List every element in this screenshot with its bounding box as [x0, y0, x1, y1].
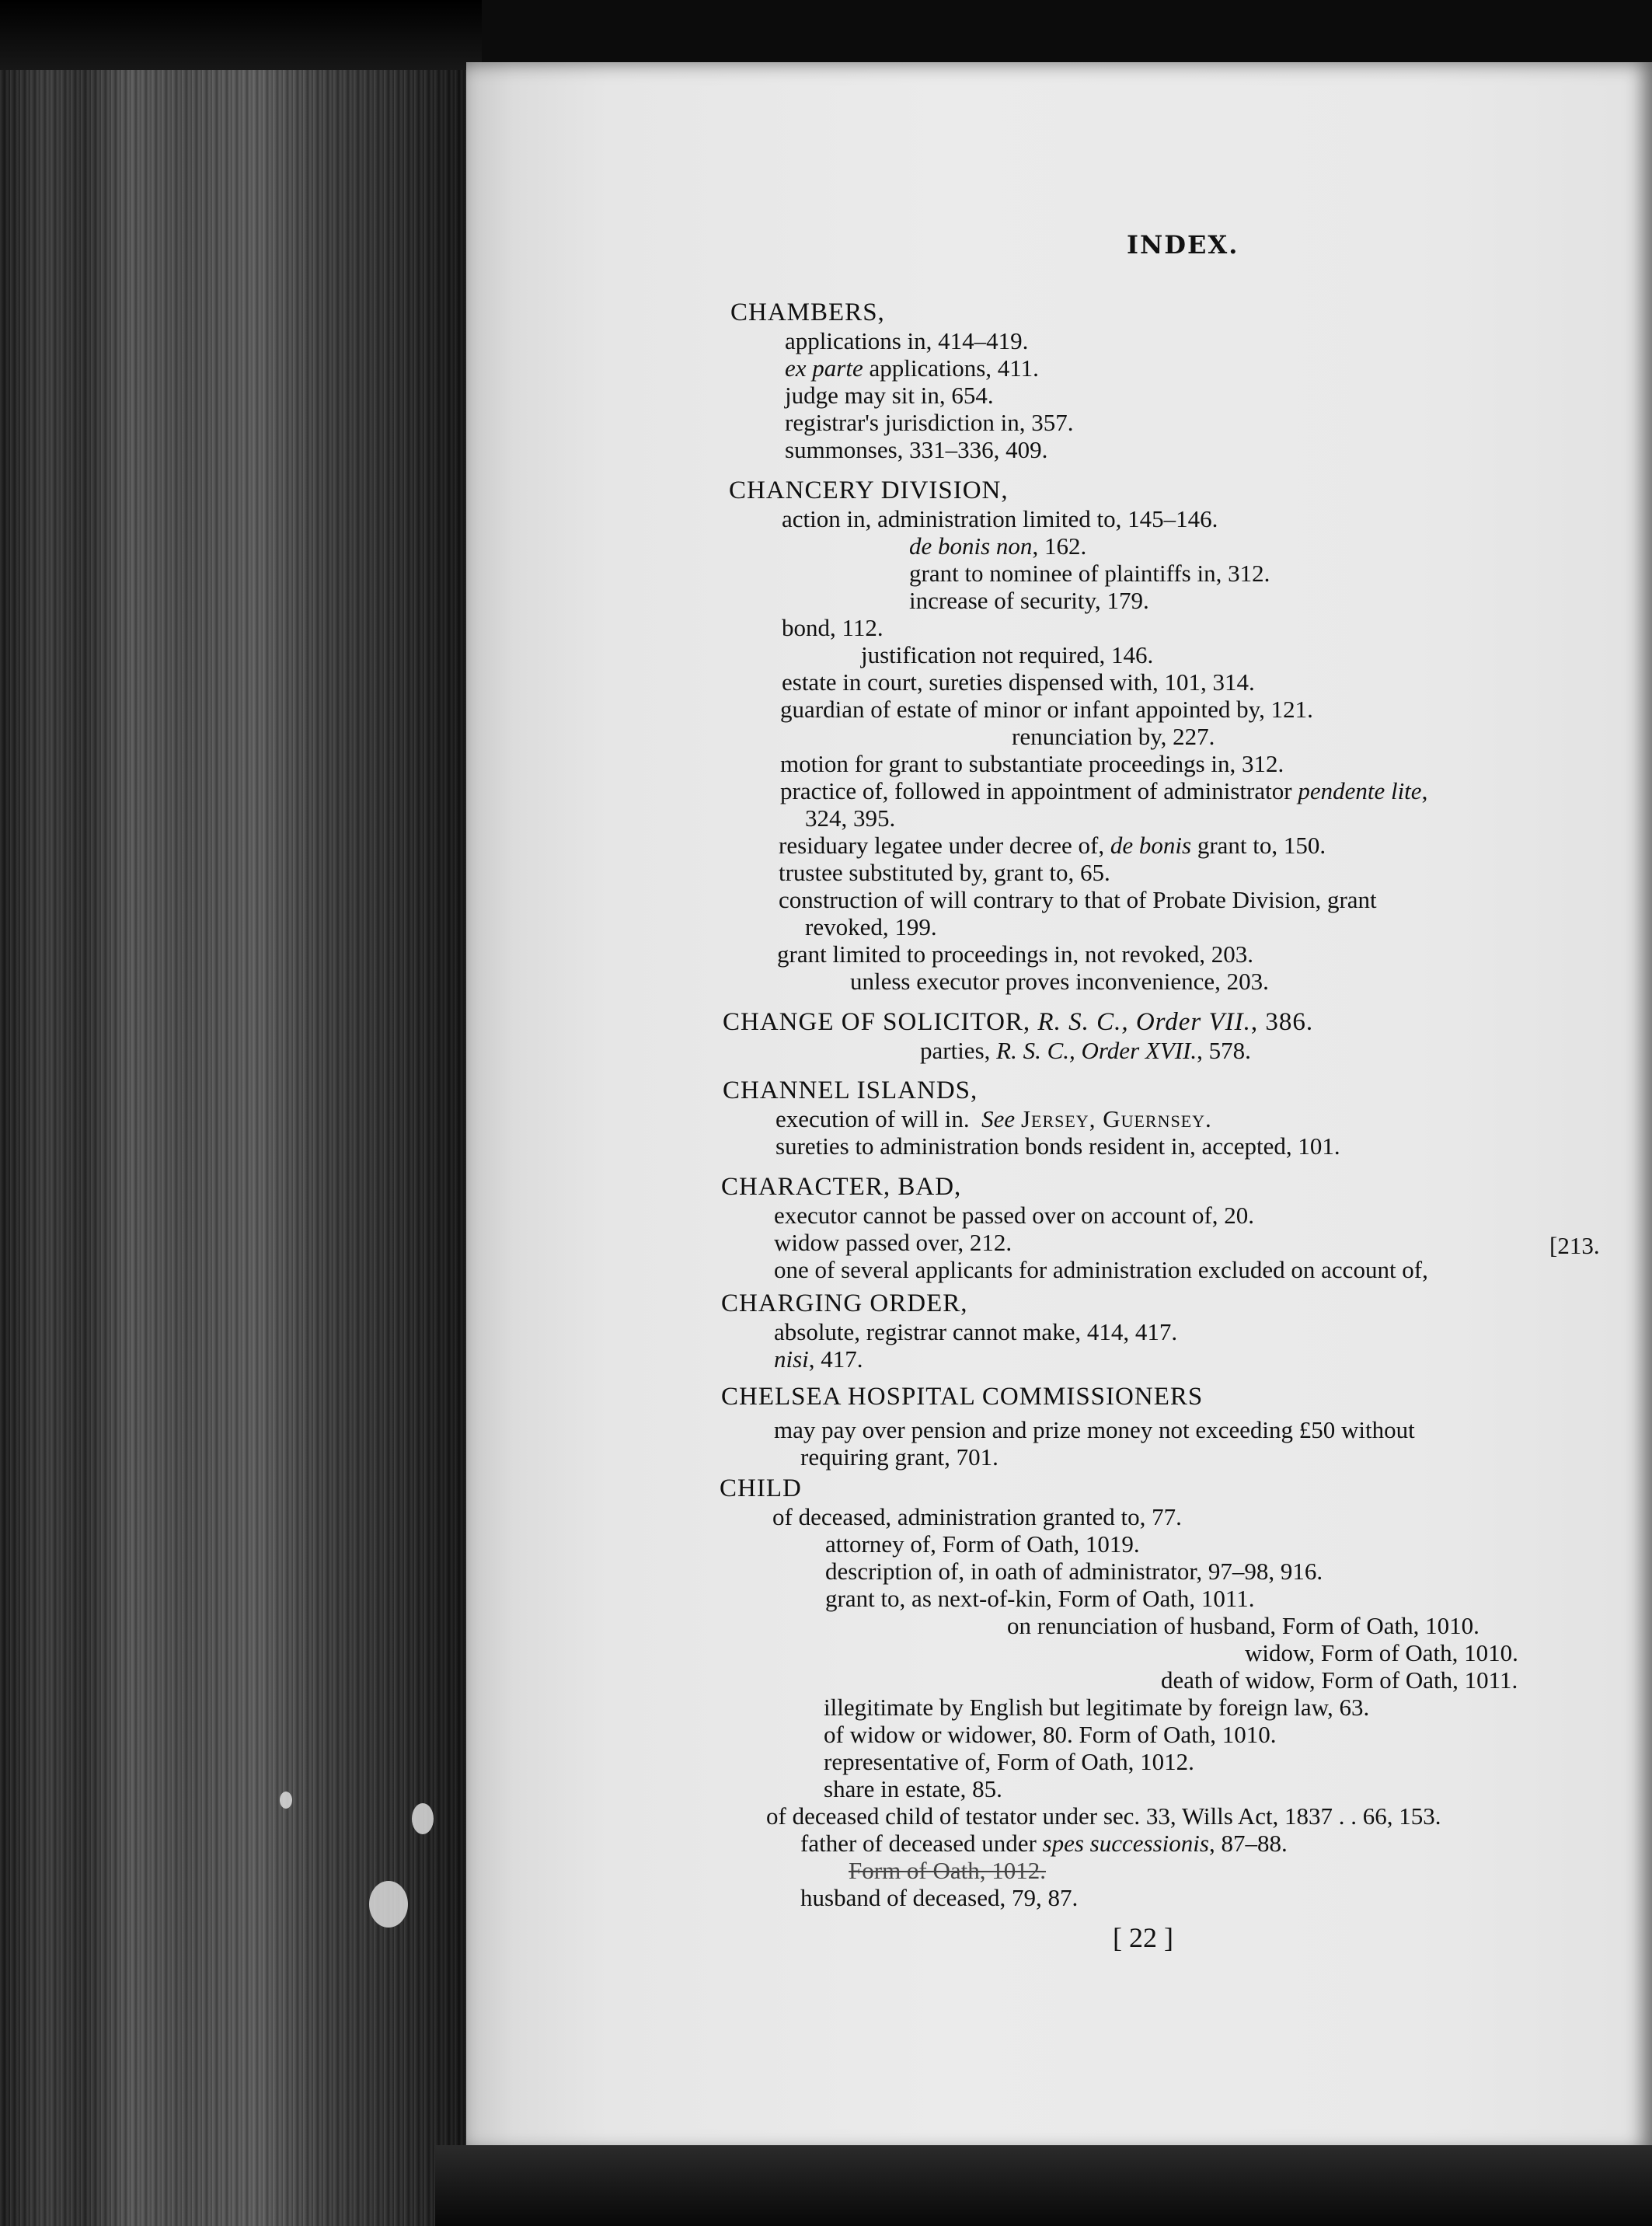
rules-reference: R. S. C., Order XVII.	[996, 1037, 1197, 1064]
index-subentry-text: parties,	[920, 1037, 991, 1064]
index-subentry: share in estate, 85.	[824, 1775, 1002, 1802]
index-subentry: justification not required, 146.	[861, 641, 1154, 668]
index-subentry-text: father of deceased under	[800, 1830, 1037, 1857]
index-subentry: action in, administration limited to, 145–146.	[782, 505, 1218, 532]
index-subentry	[775, 1106, 1212, 1132]
index-subentry: summonses, 331–336, 409.	[785, 436, 1048, 463]
index-subentry	[909, 533, 1086, 560]
latin-term: de bonis non	[909, 532, 1033, 560]
index-subentry: of widow or widower, 80. Form of Oath, 1010.	[824, 1721, 1277, 1748]
index-subentry: judge may sit in, 654.	[785, 382, 994, 409]
entry-heading-chancery-division: CHANCERY DIVISION,	[729, 476, 1009, 504]
index-subentry: may pay over pension and prize money not exceeding £50 without	[774, 1416, 1415, 1443]
index-subentry-text: , 417.	[808, 1345, 863, 1373]
index-subentry: widow passed over, 212.	[774, 1229, 1012, 1256]
latin-term: ex parte	[785, 354, 863, 382]
entry-heading-change-of-solicitor	[723, 1009, 1313, 1035]
entry-heading-channel-islands: CHANNEL ISLANDS,	[723, 1076, 978, 1104]
index-subentry-text: , 162.	[1032, 532, 1087, 560]
index-subentry: trustee substituted by, grant to, 65.	[779, 859, 1110, 886]
index-subentry: husband of deceased, 79, 87.	[800, 1884, 1079, 1911]
page-speck	[369, 1881, 408, 1928]
index-subentry: construction of will contrary to that of Probate Division, grant	[779, 886, 1377, 913]
latin-term: spes successionis	[1042, 1830, 1209, 1857]
index-subentry-text: ,	[1421, 777, 1428, 804]
index-subentry: guardian of estate of minor or infant appointed by, 121.	[780, 696, 1313, 723]
page-bottom-shadow	[435, 2145, 1652, 2226]
index-subentry-text: residuary legatee under decree of,	[779, 832, 1105, 859]
index-subentry-text: execution of will in.	[775, 1105, 970, 1132]
index-subentry: of deceased child of testator under sec. 33, Wills Act, 1837 . . 66, 153.	[766, 1802, 1441, 1830]
index-subentry-text: applications, 411.	[869, 354, 1039, 382]
index-subentry: representative of, Form of Oath, 1012.	[824, 1748, 1194, 1775]
index-subentry-continued: requiring grant, 701.	[800, 1443, 999, 1471]
index-subentry: one of several applicants for administration excluded on account of,	[774, 1256, 1428, 1283]
index-subentry: absolute, registrar cannot make, 414, 417.	[774, 1318, 1178, 1345]
page-number: [ 22 ]	[1113, 1922, 1173, 1953]
index-subentry: motion for grant to substantiate proceedings in, 312.	[780, 750, 1284, 777]
page-speck	[280, 1792, 292, 1809]
entry-heading-charging-order: CHARGING ORDER,	[721, 1289, 968, 1317]
latin-term: pendente lite	[1298, 777, 1422, 804]
index-subentry: executor cannot be passed over on account of, 20.	[774, 1202, 1255, 1229]
index-subentry: estate in court, sureties dispensed with, 101, 314.	[782, 668, 1255, 696]
page-speck	[412, 1803, 434, 1834]
cross-reference-target: Jersey, Guernsey.	[1020, 1105, 1212, 1132]
index-subentry: of deceased, administration granted to, 77.	[772, 1503, 1182, 1530]
index-subentry-text: practice of, followed in appointment of administrator	[780, 777, 1292, 804]
carried-page-reference: [213.	[1549, 1232, 1600, 1259]
index-subentry: bond, 112.	[782, 614, 884, 641]
latin-term: nisi	[774, 1345, 809, 1373]
index-subentry	[920, 1038, 1251, 1064]
entry-heading-chelsea-hospital: CHELSEA HOSPITAL COMMISSIONERS	[721, 1383, 1204, 1411]
index-subentry: renunciation by, 227.	[1012, 723, 1215, 750]
page-reference: , 386.	[1250, 1008, 1314, 1036]
index-subentry: grant to nominee of plaintiffs in, 312.	[909, 560, 1270, 587]
cross-reference-see: See	[981, 1105, 1016, 1132]
index-subentry: unless executor proves inconvenience, 203.	[850, 968, 1269, 995]
index-subentry-faded: Form of Oath, 1012.	[849, 1857, 1047, 1884]
entry-heading-chambers: CHAMBERS,	[730, 298, 885, 326]
index-subentry: registrar's jurisdiction in, 357.	[785, 409, 1074, 436]
index-subentry-continued: revoked, 199.	[805, 913, 937, 940]
index-subentry-text: grant to, 150.	[1197, 832, 1326, 859]
index-subentry: grant limited to proceedings in, not revoked, 203.	[777, 940, 1253, 968]
index-subentry	[785, 355, 1039, 382]
index-subentry: applications in, 414–419.	[785, 327, 1029, 354]
index-subentry: illegitimate by English but legitimate by foreign law, 63.	[824, 1694, 1370, 1721]
index-subentry: widow, Form of Oath, 1010.	[1245, 1639, 1518, 1666]
running-head: INDEX.	[1127, 230, 1239, 260]
index-subentry: increase of security, 179.	[909, 587, 1149, 614]
index-subentry-text: , 87–88.	[1208, 1830, 1288, 1857]
entry-heading-child: CHILD	[720, 1474, 802, 1502]
index-subentry: on renunciation of husband, Form of Oath, 1010.	[1007, 1612, 1479, 1639]
index-subentry: attorney of, Form of Oath, 1019.	[825, 1530, 1140, 1558]
index-subentry-continued: 324, 395.	[805, 804, 896, 832]
index-subentry: death of widow, Form of Oath, 1011.	[1161, 1666, 1518, 1694]
index-subentry: grant to, as next-of-kin, Form of Oath, 1011.	[825, 1585, 1255, 1612]
latin-term: de bonis	[1110, 832, 1192, 859]
index-subentry	[780, 778, 1427, 804]
index-subentry	[774, 1346, 863, 1373]
index-subentry	[800, 1830, 1288, 1857]
entry-heading-text: CHANGE OF SOLICITOR,	[723, 1008, 1031, 1036]
index-subentry: sureties to administration bonds resident in, accepted, 101.	[775, 1132, 1340, 1160]
rules-reference: R. S. C., Order VII.	[1037, 1008, 1251, 1036]
entry-heading-character-bad: CHARACTER, BAD,	[721, 1173, 962, 1201]
page-reference: , 578.	[1197, 1037, 1251, 1064]
index-subentry	[779, 832, 1326, 859]
index-subentry: description of, in oath of administrator, 97–98, 916.	[825, 1558, 1323, 1585]
